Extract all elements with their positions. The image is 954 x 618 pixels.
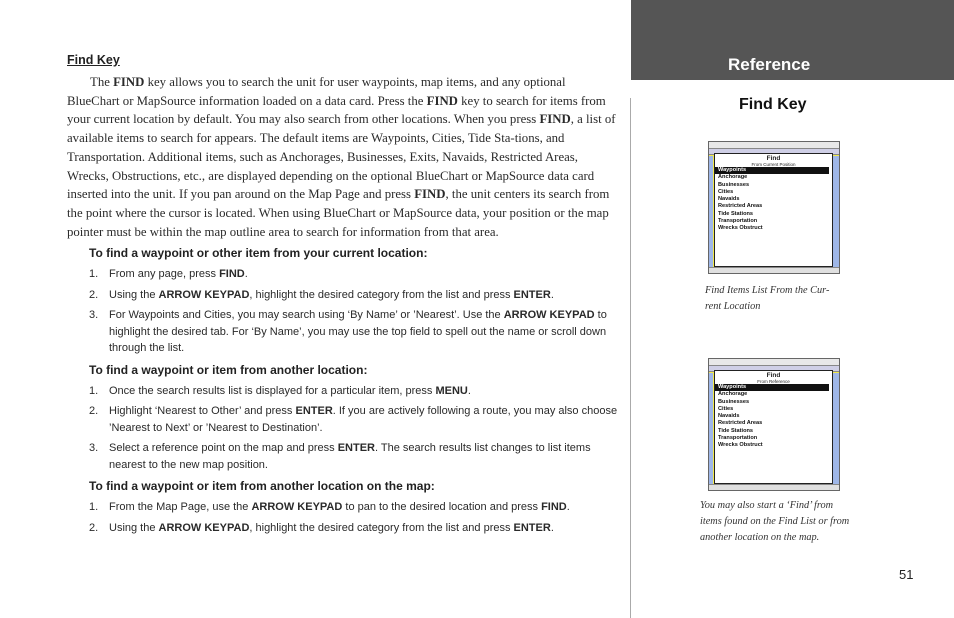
procedure-step <box>89 499 619 516</box>
find-category-item: Businesses <box>718 398 750 405</box>
find-dialog <box>714 153 833 267</box>
procedure-steps <box>89 499 619 536</box>
find-category-item: Restricted Areas <box>718 203 763 210</box>
main-content <box>67 53 619 542</box>
screen-status-bar <box>709 359 839 366</box>
key-name: FIND <box>414 187 446 202</box>
procedure-step <box>89 403 619 436</box>
find-category-item: Restricted Areas <box>718 420 763 427</box>
key-name: ENTER <box>513 521 551 534</box>
find-dialog <box>714 370 833 484</box>
text-run: From any page, press <box>109 268 220 281</box>
find-category-item: Anchorage <box>718 391 748 398</box>
key-name: MENU <box>435 384 468 397</box>
find-category-item: Cities <box>718 188 734 195</box>
find-category-item: Wrecks Obstruct <box>718 225 763 232</box>
find-category-item: Waypoints <box>715 167 829 174</box>
step-number: 3. <box>89 442 99 455</box>
procedure-step <box>89 266 619 283</box>
text-run: . If you are actively following a route, you may also choose ’Nearest to Next’ or ’Nearest to Destination’. <box>109 405 618 434</box>
procedure-step <box>89 440 619 473</box>
dialog-subtitle: From Current Position <box>751 162 796 167</box>
key-name: ARROW KEYPAD <box>158 288 250 301</box>
text-run: Once the search results list is displayed for a particular item, press <box>109 384 436 397</box>
caption-screen-2: You may also start a ‘Find’ from items found on the Find List or from another location on the map. <box>700 500 850 543</box>
screen-footer <box>709 267 839 273</box>
text-run: The <box>90 75 114 89</box>
section-title: Find Key <box>67 53 120 67</box>
procedure-heading: To find a waypoint or item from another location: <box>89 362 368 377</box>
find-category-item: Businesses <box>718 181 750 188</box>
step-number: 2. <box>89 405 99 418</box>
find-category-item: Waypoints <box>715 384 829 391</box>
sidebar-title: Find Key <box>739 96 807 113</box>
find-category-item: Transportation <box>718 435 758 442</box>
find-item-list <box>715 384 832 450</box>
dialog-title: Find <box>766 155 781 162</box>
text-run: For Waypoints and Cities, you may search using ‘By Name’ or ’Nearest’. Use the <box>109 309 504 322</box>
procedure-heading: To find a waypoint or item from another location on the map: <box>89 479 435 494</box>
text-run: , highlight the desired category from the list and press <box>249 521 514 534</box>
key-name: ARROW KEYPAD <box>251 501 343 514</box>
map-water <box>833 373 840 488</box>
text-run: Highlight ‘Nearest to Other’ and press <box>109 405 296 418</box>
text-run: . <box>467 384 471 397</box>
text-run: . <box>244 268 248 281</box>
find-category-item: Transportation <box>718 218 758 225</box>
text-run: From the Map Page, use the <box>109 501 252 514</box>
find-category-item: Cities <box>718 405 734 412</box>
key-name: FIND <box>113 75 145 89</box>
text-run: , the unit centers its search from the point where the cursor is located. When using BlueChart or MapSource data, your position or the map pointer must be within the map outline area to search for information from that area. <box>67 187 610 239</box>
find-category-item: Wrecks Obstruct <box>718 442 763 449</box>
text-run: , highlight the desired category from the list and press <box>249 288 514 301</box>
page-number: 51 <box>899 567 914 582</box>
find-category-item: Navaids <box>718 196 740 203</box>
find-category-item: Tide Stations <box>718 427 754 434</box>
screen-footer <box>709 484 839 490</box>
map-water <box>833 156 840 271</box>
procedures <box>67 246 619 536</box>
find-category-item: Navaids <box>718 413 740 420</box>
key-name: FIND <box>426 93 458 108</box>
find-category-item: Anchorage <box>718 174 748 181</box>
find-screen-reference <box>708 358 840 491</box>
procedure-steps <box>89 266 619 357</box>
text-run: , a list of available items to search for appears. The default items are Waypoints, Cities, Tide Sta-tions, and Transportation. Additional items, such as Anchorages, Businesses, Exits, Navaids, Restricted Areas, Wrecks, Obstructions, etc., are displayed depending on the optional BlueChart or MapSource data card inserted into the unit. If you pan around on the Map Page and press <box>67 112 616 202</box>
step-number: 3. <box>89 309 99 322</box>
text-run: . <box>550 288 554 301</box>
key-name: ENTER <box>337 442 375 455</box>
key-name: FIND <box>219 268 245 281</box>
key-name: ARROW KEYPAD <box>158 521 250 534</box>
screen-status-bar <box>709 142 839 149</box>
text-run: . <box>566 501 570 514</box>
procedure-steps <box>89 383 619 474</box>
text-run: Using the <box>109 288 159 301</box>
step-number: 1. <box>89 501 99 514</box>
reference-label: Reference <box>728 55 811 74</box>
key-name: ENTER <box>295 405 333 418</box>
step-number: 2. <box>89 521 99 534</box>
step-number: 1. <box>89 384 99 397</box>
procedure-step <box>89 307 619 357</box>
dialog-subtitle: From Reference <box>757 379 790 384</box>
map-water <box>709 373 713 488</box>
column-divider <box>630 98 631 618</box>
step-number: 1. <box>89 268 99 281</box>
text-run: . The search results list changes to list items nearest to the new map position. <box>109 442 591 471</box>
find-screen-current-location <box>708 141 840 274</box>
text-run: Using the <box>109 521 159 534</box>
map-water <box>709 156 713 271</box>
text-run: key to search for items from your current location by default. You may also search from other locations. When you press <box>67 93 606 127</box>
key-name: ARROW KEYPAD <box>503 309 595 322</box>
procedure-step <box>89 287 619 304</box>
find-item-list <box>715 167 832 233</box>
text-run: to highlight the desired tab. For ‘By Name’, you may use the top field to spell out the name or scroll down through the list. <box>109 309 607 355</box>
find-category-item: Tide Stations <box>718 210 754 217</box>
step-number: 2. <box>89 288 99 301</box>
key-name: ENTER <box>513 288 551 301</box>
text-run: . <box>550 521 554 534</box>
procedure-step <box>89 520 619 537</box>
text-run: Select a reference point on the map and press <box>109 442 338 455</box>
dialog-title: Find <box>766 372 781 379</box>
text-run: to pan to the desired location and press <box>342 501 542 514</box>
text-run: key allows you to search the unit for user waypoints, map items, and any optional BlueChart or MapSource information loaded on a data card. Press the <box>67 75 566 108</box>
procedure-step <box>89 383 619 400</box>
key-name: FIND <box>541 501 567 514</box>
intro-paragraph <box>67 73 619 241</box>
procedure-heading: To find a waypoint or other item from your current location: <box>89 246 428 261</box>
key-name: FIND <box>539 112 571 127</box>
caption-screen-1: Find Items List From the Cur-rent Location <box>705 285 830 312</box>
